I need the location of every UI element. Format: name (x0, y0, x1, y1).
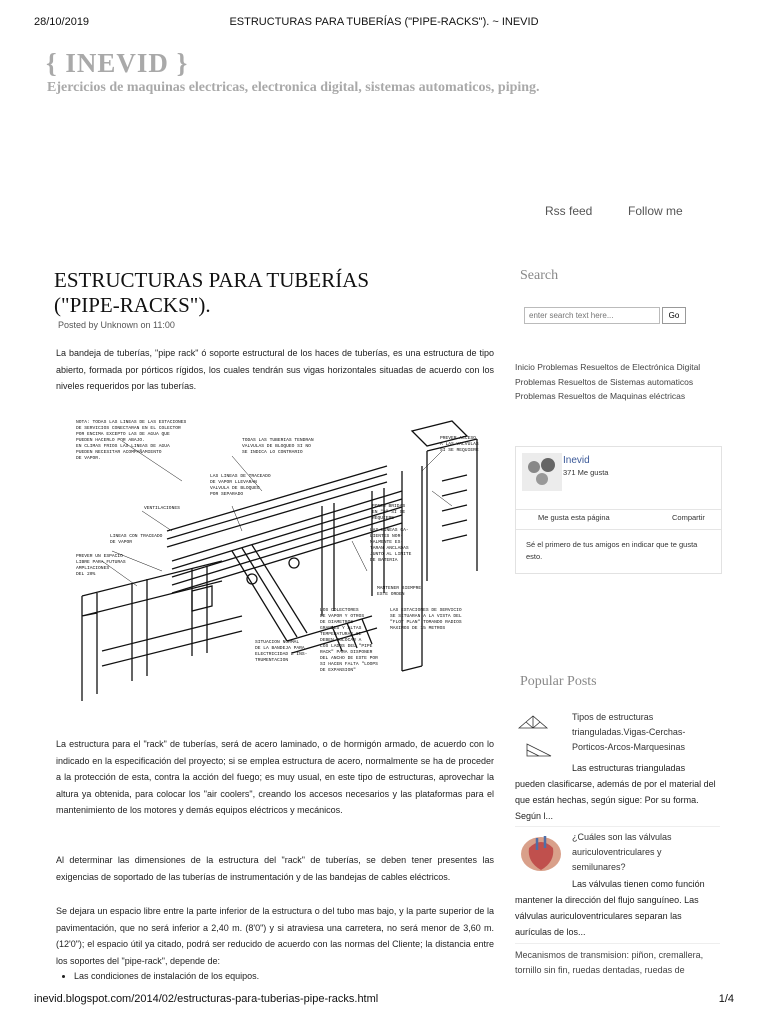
svg-text:TARAN ANCLADAS: TARAN ANCLADAS (370, 546, 409, 551)
search-heading: Search (520, 268, 559, 283)
post-paragraph-3: Al determinar las dimensiones de la estructura del "rack" de tuberías, se deben tener presentes las exigencias de soportado de las tuberías de instrumentación y de las bandejas de cables eléctricos. (56, 855, 494, 882)
svg-text:TODAS LAS TUBERIAS TENDRAN: TODAS LAS TUBERIAS TENDRAN (242, 438, 314, 443)
svg-text:DE VAPOR: DE VAPOR (110, 540, 133, 545)
svg-text:DE EXPANSION": DE EXPANSION" (320, 668, 356, 673)
post-meta: Posted by Unknown on 11:00 (58, 320, 175, 330)
svg-text:PUEDEN NECESITAR ACOMPAÑAMIENT: PUEDEN NECESITAR ACOMPAÑAMIENTO (76, 450, 162, 455)
divider (515, 826, 720, 827)
print-page-title: ESTRUCTURAS PARA TUBERÍAS ("PIPE-RACKS"). ~ INEVID (229, 16, 539, 28)
svg-text:ELECTRICIDAD E INS-: ELECTRICIDAD E INS- (255, 652, 308, 657)
svg-text:LAS LINEAS DE TRACEADO: LAS LINEAS DE TRACEADO (210, 474, 271, 479)
facebook-page-name[interactable]: Inevid (563, 455, 590, 466)
svg-text:TEMPERATURAS SE: TEMPERATURAS SE (320, 632, 362, 637)
svg-text:RACK" PARA DISPONER: RACK" PARA DISPONER (320, 650, 373, 655)
print-url: inevid.blogspot.com/2014/02/estructuras-para-tuberias-pipe-racks.html (34, 993, 379, 1005)
svg-text:NOTA: TODAS LAS LINEAS DE LAS: NOTA: TODAS LAS LINEAS DE LAS ESTACIONES (76, 420, 187, 425)
svg-text:SITUACION NORMAL: SITUACION NORMAL (255, 640, 300, 645)
facebook-like-count: 371 Me gusta (563, 468, 609, 477)
facebook-friends-note: Sé el primero de tus amigos en indicar que te gusta esto. (526, 540, 698, 561)
print-header (34, 16, 734, 30)
svg-text:A LAS VALVULAS: A LAS VALVULAS (440, 442, 479, 447)
post-title[interactable]: ESTRUCTURAS PARA TUBERÍAS ("PIPE-RACKS"). (54, 268, 370, 317)
facebook-page-widget (515, 446, 722, 574)
svg-text:TRUMENTACION: TRUMENTACION (255, 658, 289, 663)
post-paragraph-4: Se dejara un espacio libre entre la parte inferior de la estructura o del tubo mas bajo, y la parte superior de la pavimentación, que no será inferior a 2,40 m. (8'0") y si atraviesa una carretera, no será menor de 3,60 m. (12'0"); el espacio útil ya citado, podrá ser reducido de acuerdo con las normas del Cliente; la distancia entre los soportes del "pipe-rack", depende de: (56, 906, 494, 966)
popular-post-snippet: Las válvulas tienen como función mantener la dirección del flujo sanguíneo. Las válvulas auriculoventriculares separan las aurículas de los... (515, 879, 705, 937)
svg-text:LIENTES NOR-: LIENTES NOR- (370, 534, 404, 539)
print-footer (34, 993, 734, 1005)
follow-me-link[interactable] (628, 204, 683, 218)
svg-text:GRANDES Y ALTAS: GRANDES Y ALTAS (320, 626, 362, 631)
svg-text:EN "8" SI SE: EN "8" SI SE (372, 510, 406, 515)
search-go-button[interactable]: Go (662, 307, 686, 324)
svg-text:DE BATERIA: DE BATERIA (370, 558, 398, 563)
svg-text:DEL ANCHO DE ESTE POR: DEL ANCHO DE ESTE POR (320, 656, 378, 661)
svg-text:"FLOT PLAN" TOMANDO RADIOS: "FLOT PLAN" TOMANDO RADIOS (390, 620, 462, 625)
post-bullet-list (56, 971, 512, 981)
svg-text:SI HACEN FALTA "LOOPS: SI HACEN FALTA "LOOPS (320, 662, 378, 667)
blog-description: Ejercicios de maquinas electricas, electronica digital, sistemas automaticos, piping. (47, 80, 540, 95)
facebook-page-thumbnail[interactable] (522, 453, 562, 491)
facebook-like-button[interactable]: Me gusta esta página (538, 513, 610, 522)
sidebar-links[interactable]: Inicio Problemas Resueltos de Electrónica Digital Problemas Resueltos de Sistemas automaticos Problemas Resueltos de Maquinas eléctricas (515, 362, 701, 401)
divider (515, 943, 720, 944)
svg-text:VALVULAS DE BLOQUEO SI NO: VALVULAS DE BLOQUEO SI NO (242, 444, 311, 449)
print-date: 28/10/2019 (34, 16, 90, 28)
svg-text:AMPLIACIONES: AMPLIACIONES (76, 566, 110, 571)
svg-text:LIBRE PARA FUTURAS: LIBRE PARA FUTURAS (76, 560, 126, 565)
rss-feed-link-text[interactable]: Rss feed (545, 204, 593, 218)
svg-text:SE INDICA LO CONTRARIO: SE INDICA LO CONTRARIO (242, 450, 303, 455)
svg-text:LAS ESTACIONES DE SERVICIO: LAS ESTACIONES DE SERVICIO (390, 608, 462, 613)
svg-text:DEL 20%: DEL 20% (76, 572, 96, 577)
truss-thumbnail[interactable] (515, 710, 567, 760)
svg-text:MALMENTE ES-: MALMENTE ES- (370, 540, 404, 545)
popular-posts-heading: Popular Posts (520, 674, 597, 689)
svg-text:MANTENER SIEMPRE: MANTENER SIEMPRE (377, 586, 422, 591)
svg-text:POR ENCIMA EXCEPTO LAS DE AGUA: POR ENCIMA EXCEPTO LAS DE AGUA QUE (76, 432, 170, 437)
svg-text:SI SE REQUIERE: SI SE REQUIERE (440, 448, 479, 453)
blog-title[interactable]: { INEVID } (46, 48, 189, 78)
popular-post-snippet: Las estructuras trianguladas pueden clasificarse, además de por el material del que están hechas, según sigue: Por su forma. Según l... (515, 763, 716, 821)
svg-text:LINEAS CON TRACEADO: LINEAS CON TRACEADO (110, 534, 163, 539)
svg-text:EN CLIMAS FRIOS LAS LINEAS DE: EN CLIMAS FRIOS LAS LINEAS DE AGUA (76, 444, 170, 449)
svg-text:DE VAPOR Y OTROS: DE VAPOR Y OTROS (320, 614, 365, 619)
divider (516, 509, 721, 510)
popular-post-title[interactable]: ¿Cuáles son las válvulas auriculoventriculares y semilunares? (572, 832, 672, 872)
svg-text:LOS LADOS DEL "PIPE: LOS LADOS DEL "PIPE (320, 644, 373, 649)
follow-me-link-text[interactable]: Follow me (628, 204, 683, 218)
svg-text:LOS COLECTORES: LOS COLECTORES (320, 608, 359, 613)
svg-text:MAXIMOS DE 15 METROS: MAXIMOS DE 15 METROS (390, 626, 446, 631)
rss-feed-link[interactable] (545, 204, 592, 218)
print-page-number: 1/4 (718, 993, 734, 1005)
svg-text:VENTILACIONES: VENTILACIONES (144, 506, 180, 511)
svg-text:DE LA BANDEJA PARA: DE LA BANDEJA PARA (255, 646, 305, 651)
facebook-share-button[interactable]: Compartir (672, 513, 705, 522)
svg-text:VALVULA DE BLOQUEO: VALVULA DE BLOQUEO (210, 486, 260, 491)
svg-text:POR SEPARADO: POR SEPARADO (210, 492, 244, 497)
popular-post-title[interactable]: Tipos de estructuras trianguladas.Vigas-Cerchas-Porticos-Arcos-Marquesinas (572, 712, 686, 752)
post-paragraph-2: La estructura para el "rack" de tuberías, será de acero laminado, o de hormigón armado, de acuerdo con lo indicado en la especificación del proyecto; si se emplea estructura de acero, normalmente se ha de proceder a la protección de esta, contra la acción del fuego; es muy usual, en este tipo de estructuras, aprovechar la altura ya obtenida, para colocar los "air coolers", creando los accesos necesarios y las plataformas para el mantenimiento de los motores y demás equipos eléctricos y mecánicos. (56, 739, 494, 815)
svg-text:DE VAPOR LLEVARAN: DE VAPOR LLEVARAN (210, 480, 257, 485)
svg-text:DE DIAMETROS: DE DIAMETROS (320, 620, 354, 625)
svg-text:LAS LINEAS CA-: LAS LINEAS CA- (370, 528, 409, 533)
heart-thumbnail[interactable] (515, 830, 567, 876)
svg-text:DE SERVICIOS CONECTARAN EN EL: DE SERVICIOS CONECTARAN EN EL COLECTOR (76, 426, 181, 431)
svg-text:PONER BRIDAS: PONER BRIDAS (372, 504, 406, 509)
post-paragraph-1: La bandeja de tuberías, "pipe rack" ó soporte estructural de los haces de tuberías, es una estructura de tipo abierto, formada por pórticos rígidos, los cuales tendrán sus vigas horizontales situadas de acuerdo con los niveles requeridos por las tuberías. (56, 348, 494, 391)
svg-text:SE SITUARAN A LA VISTA DEL: SE SITUARAN A LA VISTA DEL (390, 614, 462, 619)
divider (516, 529, 721, 530)
svg-text:PREVER ACCESO: PREVER ACCESO (440, 436, 476, 441)
pipe-rack-diagram (72, 411, 495, 711)
svg-text:PUEDEN HACERLO POR ABAJO.: PUEDEN HACERLO POR ABAJO. (76, 438, 145, 443)
svg-text:DEBEN COLOCAR A: DEBEN COLOCAR A (320, 638, 362, 643)
svg-text:REQUIERE: REQUIERE (372, 516, 395, 521)
svg-text:DE VAPOR.: DE VAPOR. (76, 456, 101, 461)
list-item: • Las condiciones de instalación de los equipos. (74, 971, 512, 981)
search-input[interactable] (524, 307, 660, 324)
svg-text:PREVER UN ESPACIO: PREVER UN ESPACIO (76, 554, 123, 559)
svg-text:ESTE ORDEN: ESTE ORDEN (377, 592, 405, 597)
popular-post-title[interactable]: Mecanismos de transmision: piñon, cremallera, tornillo sin fin, ruedas dentadas, ruedas de (515, 950, 704, 975)
svg-text:JUNTO AL LIMITE: JUNTO AL LIMITE (370, 552, 412, 557)
